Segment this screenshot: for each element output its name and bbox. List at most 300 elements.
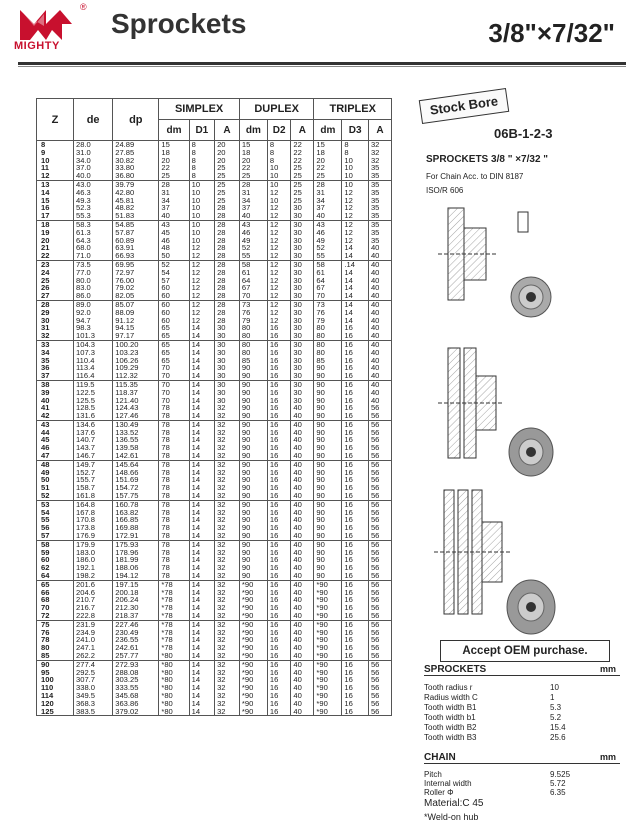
table-cell: 56 <box>368 492 391 500</box>
table-cell: 56 <box>368 692 391 700</box>
table-cell: 56 <box>368 484 391 492</box>
cell-z: 42 <box>37 412 74 420</box>
sub-dm: dm <box>314 120 342 141</box>
table-cell: 32 <box>215 412 240 420</box>
table-cell: 31 <box>159 189 189 197</box>
table-cell: 22 <box>239 164 267 172</box>
table-cell: 12 <box>267 252 291 260</box>
cell-z: 30 <box>37 317 74 325</box>
table-cell: 40 <box>291 469 314 477</box>
table-cell: 14 <box>189 532 214 540</box>
spec-label: Tooth width B1 <box>424 703 477 712</box>
table-cell: 16 <box>342 572 369 580</box>
table-cell: 56 <box>368 436 391 444</box>
table-cell: 257.77 <box>113 652 159 660</box>
table-cell: 56 <box>368 524 391 532</box>
table-cell: 30 <box>215 372 240 380</box>
table-cell: 149.7 <box>74 460 113 468</box>
table-cell: 8 <box>342 141 369 149</box>
table-cell: 35 <box>368 189 391 197</box>
table-cell: 181.99 <box>113 556 159 564</box>
table-cell: 12 <box>267 244 291 252</box>
table-cell: 30 <box>215 324 240 332</box>
table-cell: 12 <box>267 269 291 277</box>
table-cell: 12 <box>189 317 214 325</box>
table-cell: 16 <box>342 460 369 468</box>
table-cell: 67 <box>314 284 342 292</box>
cell-z: 66 <box>37 589 74 597</box>
table-cell: 16 <box>267 604 291 612</box>
table-cell: 25 <box>215 180 240 188</box>
table-cell: 22 <box>159 164 189 172</box>
table-cell: *90 <box>314 580 342 588</box>
table-cell: 40 <box>239 212 267 220</box>
spec-label: Internal width <box>424 779 472 788</box>
table-cell: 12 <box>267 260 291 268</box>
table-cell: 20 <box>215 157 240 165</box>
table-cell: 90 <box>314 540 342 548</box>
table-cell: 333.55 <box>113 684 159 692</box>
table-cell: 16 <box>267 324 291 332</box>
table-cell: 40 <box>291 636 314 644</box>
table-cell: 12 <box>189 252 214 260</box>
table-cell: 242.61 <box>113 644 159 652</box>
table-cell: 40 <box>368 349 391 357</box>
cell-z: 14 <box>37 189 74 197</box>
table-cell: 46.3 <box>74 189 113 197</box>
table-cell: 79 <box>239 317 267 325</box>
cell-z: 55 <box>37 516 74 524</box>
table-cell: 32 <box>215 644 240 652</box>
table-cell: *90 <box>239 708 267 716</box>
table-cell: *90 <box>314 660 342 668</box>
table-cell: 14 <box>189 357 214 365</box>
table-cell: 76.00 <box>113 277 159 285</box>
table-cell: 14 <box>189 684 214 692</box>
table-cell: 216.7 <box>74 604 113 612</box>
table-cell: 40 <box>291 492 314 500</box>
table-cell: 58.3 <box>74 220 113 228</box>
table-cell: 8 <box>189 172 214 180</box>
table-cell: 12 <box>267 189 291 197</box>
table-cell: 85 <box>314 357 342 365</box>
table-cell: 16 <box>342 500 369 508</box>
table-body <box>37 141 392 716</box>
table-cell: 10 <box>189 189 214 197</box>
table-cell: *78 <box>159 596 189 604</box>
table-cell: 8 <box>189 157 214 165</box>
table-cell: 14 <box>342 269 369 277</box>
table-cell: 14 <box>189 556 214 564</box>
table-cell: 14 <box>189 509 214 517</box>
table-cell: 32 <box>215 469 240 477</box>
table-cell: 14 <box>342 317 369 325</box>
sub-dm: dm <box>239 120 267 141</box>
table-cell: 70 <box>159 389 189 397</box>
table-cell: 16 <box>267 564 291 572</box>
spec-row <box>424 713 620 722</box>
table-cell: *80 <box>159 684 189 692</box>
table-cell: 14 <box>189 564 214 572</box>
table-cell: 94.15 <box>113 324 159 332</box>
table-cell: 30 <box>291 277 314 285</box>
table-cell: 16 <box>267 708 291 716</box>
table-cell: 37.0 <box>74 164 113 172</box>
table-cell: 16 <box>342 476 369 484</box>
table-cell: 80 <box>239 340 267 348</box>
table-cell: 10 <box>342 180 369 188</box>
table-cell: 90 <box>314 452 342 460</box>
table-cell: 146.7 <box>74 452 113 460</box>
table-cell: 85 <box>239 357 267 365</box>
table-cell: 40 <box>291 612 314 620</box>
cell-z: 50 <box>37 476 74 484</box>
table-cell: 16 <box>267 500 291 508</box>
table-cell: 121.40 <box>113 397 159 405</box>
table-cell: 12 <box>342 220 369 228</box>
table-cell: *90 <box>314 652 342 660</box>
table-cell: 14 <box>189 412 214 420</box>
table-cell: 32 <box>215 669 240 677</box>
cell-z: 100 <box>37 676 74 684</box>
table-cell: 148.66 <box>113 469 159 477</box>
table-cell: 90 <box>239 509 267 517</box>
table-cell: 16 <box>267 460 291 468</box>
table-cell: 16 <box>342 516 369 524</box>
table-cell: 16 <box>342 380 369 388</box>
table-cell: 14 <box>342 300 369 308</box>
table-cell: 16 <box>267 436 291 444</box>
table-cell: 40 <box>291 476 314 484</box>
table-cell: 16 <box>267 484 291 492</box>
table-cell: 80 <box>239 324 267 332</box>
table-cell: 14 <box>342 309 369 317</box>
table-cell: 90 <box>314 476 342 484</box>
table-cell: 94.7 <box>74 317 113 325</box>
table-cell: 80 <box>239 349 267 357</box>
table-cell: 40 <box>291 444 314 452</box>
table-cell: 57.87 <box>113 229 159 237</box>
table-cell: *78 <box>159 644 189 652</box>
cell-z: 13 <box>37 180 74 188</box>
table-cell: 16 <box>267 549 291 557</box>
cell-z: 15 <box>37 197 74 205</box>
table-cell: 69.95 <box>113 260 159 268</box>
table-cell: 14 <box>189 469 214 477</box>
table-cell: 30 <box>291 309 314 317</box>
table-cell: 16 <box>267 404 291 412</box>
table-cell: 14 <box>189 636 214 644</box>
table-cell: 66.93 <box>113 252 159 260</box>
table-cell: 25 <box>314 172 342 180</box>
cell-z: 9 <box>37 149 74 157</box>
table-cell: 32 <box>215 708 240 716</box>
table-cell: 40 <box>291 644 314 652</box>
table-cell: *78 <box>159 604 189 612</box>
table-cell: 12 <box>342 189 369 197</box>
table-cell: 14 <box>189 349 214 357</box>
table-cell: 34 <box>314 197 342 205</box>
table-cell: 34 <box>159 197 189 205</box>
table-cell: 63.91 <box>113 244 159 252</box>
table-cell: 32 <box>215 676 240 684</box>
table-cell: 104.3 <box>74 340 113 348</box>
table-cell: 80 <box>314 340 342 348</box>
header-rule <box>18 62 626 65</box>
cell-z: 72 <box>37 612 74 620</box>
table-cell: 45 <box>159 229 189 237</box>
table-cell: 78 <box>159 452 189 460</box>
table-cell: 8 <box>267 149 291 157</box>
table-cell: 40 <box>368 269 391 277</box>
cell-z: 114 <box>37 692 74 700</box>
table-cell: 12 <box>189 300 214 308</box>
sprockets-head: SPROCKETS <box>424 664 487 675</box>
table-cell: 40 <box>368 372 391 380</box>
table-cell: 73 <box>314 300 342 308</box>
table-cell: 32 <box>215 452 240 460</box>
table-cell: 57 <box>159 277 189 285</box>
table-cell: 14 <box>189 436 214 444</box>
spec-label: Radius width C <box>424 693 478 702</box>
simplex-photo <box>506 272 556 327</box>
table-cell: 90 <box>239 540 267 548</box>
table-cell: 14 <box>342 284 369 292</box>
table-cell: 197.15 <box>113 580 159 588</box>
table-cell: 35 <box>368 212 391 220</box>
table-cell: 14 <box>189 700 214 708</box>
table-cell: 25 <box>291 172 314 180</box>
table-cell: 22 <box>291 141 314 149</box>
cell-z: 21 <box>37 244 74 252</box>
table-cell: 90 <box>314 572 342 580</box>
spec-row <box>424 693 620 702</box>
table-cell: *90 <box>239 620 267 628</box>
table-cell: 28 <box>314 180 342 188</box>
cell-z: 53 <box>37 500 74 508</box>
table-cell: 76 <box>314 309 342 317</box>
table-cell: 16 <box>342 540 369 548</box>
cell-z: 40 <box>37 397 74 405</box>
table-cell: 18 <box>239 149 267 157</box>
table-cell: 40 <box>368 300 391 308</box>
table-cell: 22 <box>291 149 314 157</box>
table-cell: 65 <box>159 349 189 357</box>
table-cell: 37 <box>239 204 267 212</box>
table-cell: 16 <box>267 684 291 692</box>
table-cell: 30 <box>215 357 240 365</box>
table-cell: 56 <box>368 572 391 580</box>
spec-row <box>424 770 620 779</box>
table-cell: 14 <box>189 540 214 548</box>
table-cell: 43 <box>314 220 342 228</box>
table-cell: 48 <box>159 244 189 252</box>
table-cell: 55.3 <box>74 212 113 220</box>
table-cell: *90 <box>239 660 267 668</box>
spec-row <box>424 788 620 797</box>
table-cell: 127.46 <box>113 412 159 420</box>
table-cell: 45.81 <box>113 197 159 205</box>
table-cell: 80.0 <box>74 277 113 285</box>
spec-value: 6.35 <box>550 788 566 797</box>
table-cell: *90 <box>239 700 267 708</box>
table-cell: 14 <box>189 444 214 452</box>
table-cell: 16 <box>267 492 291 500</box>
table-cell: 56 <box>368 404 391 412</box>
table-cell: 49 <box>314 237 342 245</box>
spec-value: 15.4 <box>550 723 566 732</box>
table-cell: 14 <box>189 596 214 604</box>
table-cell: *90 <box>314 676 342 684</box>
table-cell: 40 <box>368 284 391 292</box>
table-cell: 90 <box>314 420 342 428</box>
table-cell: 28 <box>215 292 240 300</box>
table-cell: 78 <box>159 420 189 428</box>
table-cell: 16 <box>342 700 369 708</box>
cell-z: 51 <box>37 484 74 492</box>
table-cell: 39.79 <box>113 180 159 188</box>
table-cell: 16 <box>267 644 291 652</box>
cell-z: 110 <box>37 684 74 692</box>
table-cell: 32 <box>215 620 240 628</box>
table-cell: 8 <box>189 141 214 149</box>
table-cell: 98.3 <box>74 324 113 332</box>
col-dp: dp <box>113 99 159 141</box>
table-cell: 32 <box>215 629 240 637</box>
table-cell: 25 <box>215 197 240 205</box>
table-cell: 14 <box>189 492 214 500</box>
table-cell: 16 <box>267 509 291 517</box>
table-cell: 40 <box>291 620 314 628</box>
table-cell: 70 <box>159 364 189 372</box>
table-cell: 90 <box>239 364 267 372</box>
table-cell: *78 <box>159 629 189 637</box>
table-cell: 198.2 <box>74 572 113 580</box>
table-cell: 10 <box>189 220 214 228</box>
table-cell: 40 <box>291 549 314 557</box>
table-cell: 16 <box>267 636 291 644</box>
table-cell: 25 <box>215 164 240 172</box>
table-cell: 40 <box>368 357 391 365</box>
table-cell: 16 <box>342 436 369 444</box>
table-cell: 65 <box>159 332 189 340</box>
table-cell: 12 <box>189 309 214 317</box>
table-cell: 16 <box>267 444 291 452</box>
table-cell: 16 <box>267 357 291 365</box>
table-cell: 35 <box>368 220 391 228</box>
table-cell: 86.0 <box>74 292 113 300</box>
table-cell: 79 <box>314 317 342 325</box>
table-cell: 30 <box>215 349 240 357</box>
table-cell: 40 <box>291 676 314 684</box>
table-cell: *80 <box>159 652 189 660</box>
chain-head: CHAIN <box>424 752 456 763</box>
table-cell: 32 <box>215 444 240 452</box>
table-cell: 16 <box>342 492 369 500</box>
table-cell: *78 <box>159 612 189 620</box>
table-cell: 145.64 <box>113 460 159 468</box>
table-cell: 78 <box>159 476 189 484</box>
table-cell: 14 <box>189 516 214 524</box>
table-cell: 112.32 <box>113 372 159 380</box>
table-cell: 40 <box>291 572 314 580</box>
table-cell: 49 <box>239 237 267 245</box>
cell-z: 12 <box>37 172 74 180</box>
cell-z: 33 <box>37 340 74 348</box>
table-cell: 40 <box>368 380 391 388</box>
table-cell: 16 <box>342 469 369 477</box>
table-cell: 14 <box>189 340 214 348</box>
iso-standard: ISO/R 606 <box>426 186 464 195</box>
table-cell: 30 <box>291 237 314 245</box>
table-cell: 192.1 <box>74 564 113 572</box>
cell-z: 25 <box>37 277 74 285</box>
table-cell: 194.12 <box>113 572 159 580</box>
table-cell: 12 <box>267 317 291 325</box>
table-cell: 40 <box>291 580 314 588</box>
table-cell: 16 <box>267 380 291 388</box>
table-cell: 130.49 <box>113 420 159 428</box>
table-cell: 222.8 <box>74 612 113 620</box>
table-cell: 16 <box>342 372 369 380</box>
cell-z: 27 <box>37 292 74 300</box>
material: Material:C 45 <box>424 798 484 809</box>
table-row <box>37 708 392 716</box>
table-cell: 178.96 <box>113 549 159 557</box>
table-cell: 30 <box>291 357 314 365</box>
table-cell: *90 <box>314 644 342 652</box>
table-cell: 40 <box>291 652 314 660</box>
table-cell: 30 <box>215 332 240 340</box>
table-cell: 64 <box>239 277 267 285</box>
table-cell: 32 <box>215 556 240 564</box>
table-cell: 236.55 <box>113 636 159 644</box>
table-cell: 60 <box>159 292 189 300</box>
table-cell: 10 <box>267 164 291 172</box>
table-cell: 16 <box>267 580 291 588</box>
table-cell: 151.69 <box>113 476 159 484</box>
table-cell: 368.3 <box>74 700 113 708</box>
cell-z: 36 <box>37 364 74 372</box>
table-cell: 56 <box>368 420 391 428</box>
table-cell: 12 <box>267 237 291 245</box>
table-cell: 40 <box>291 412 314 420</box>
table-cell: 20 <box>215 149 240 157</box>
table-cell: 78 <box>159 404 189 412</box>
table-cell: 12 <box>267 212 291 220</box>
table-cell: .14 <box>342 260 369 268</box>
table-cell: 14 <box>342 277 369 285</box>
cell-z: 17 <box>37 212 74 220</box>
table-cell: 40 <box>368 292 391 300</box>
table-cell: 18 <box>314 149 342 157</box>
table-cell: 30 <box>291 332 314 340</box>
cell-z: 34 <box>37 349 74 357</box>
table-cell: 90 <box>314 429 342 437</box>
table-cell: 133.52 <box>113 429 159 437</box>
table-cell: *78 <box>159 620 189 628</box>
table-cell: 28 <box>215 212 240 220</box>
spec-value: 5.3 <box>550 703 562 712</box>
table-cell: 241.0 <box>74 636 113 644</box>
table-cell: 262.2 <box>74 652 113 660</box>
table-cell: 12 <box>189 269 214 277</box>
cell-z: 62 <box>37 564 74 572</box>
table-cell: 16 <box>342 364 369 372</box>
table-cell: 90 <box>239 564 267 572</box>
table-cell: 32 <box>215 652 240 660</box>
table-cell: 12 <box>342 212 369 220</box>
